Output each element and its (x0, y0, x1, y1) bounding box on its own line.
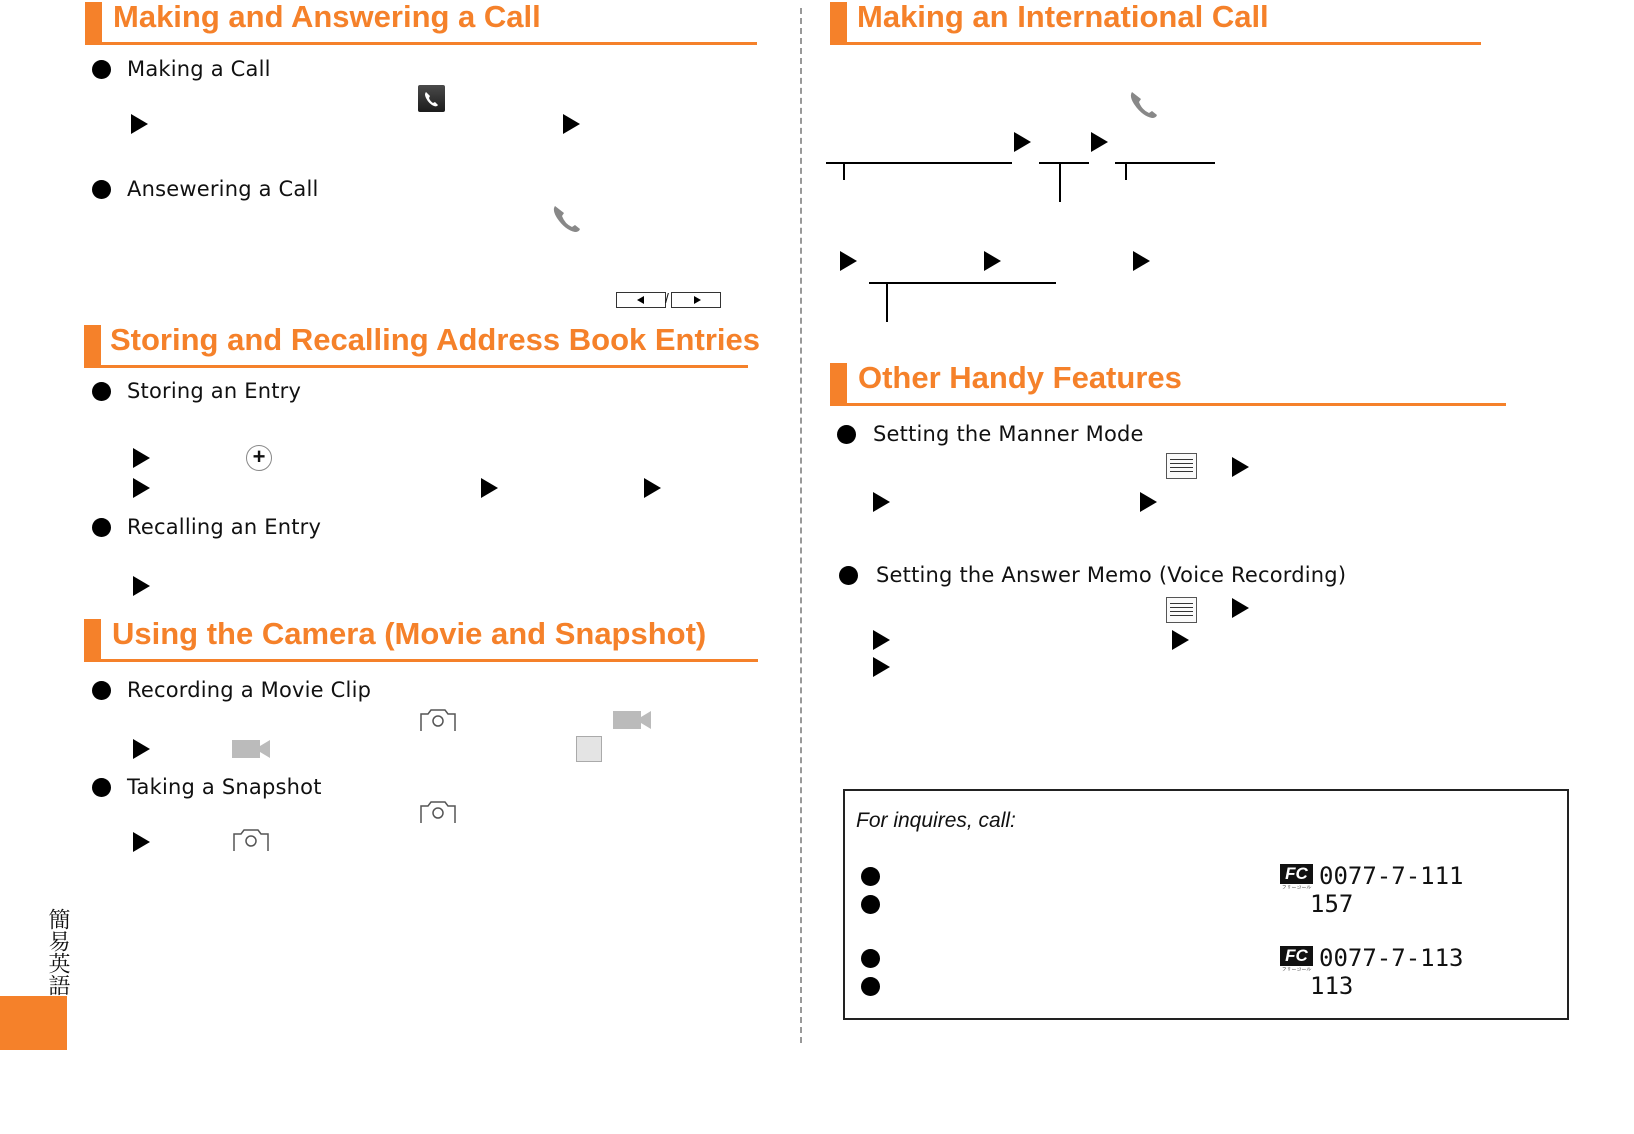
section-accent-bar (85, 2, 102, 42)
item-taking-snapshot: Taking a Snapshot (127, 775, 322, 799)
camera-icon (233, 829, 269, 852)
bracket-tick (1125, 162, 1127, 180)
step-arrow (644, 478, 661, 498)
bullet (92, 778, 111, 797)
section-address-book (84, 322, 760, 368)
stop-button-icon (576, 736, 602, 762)
step-arrow (840, 251, 857, 271)
item-recording-movie: Recording a Movie Clip (127, 678, 372, 702)
section-title: Making an International Call (857, 0, 1269, 34)
step-arrow (1172, 630, 1189, 650)
camera-icon (420, 709, 456, 732)
bullet (861, 867, 880, 886)
item-recalling-entry: Recalling an Entry (127, 515, 322, 539)
step-arrow (133, 576, 150, 596)
step-arrow (984, 251, 1001, 271)
left-arrow-button[interactable] (616, 292, 666, 308)
column-divider (800, 8, 802, 1043)
step-arrow (563, 114, 580, 134)
step-arrow (131, 114, 148, 134)
bullet (92, 60, 111, 79)
side-tab (0, 996, 67, 1050)
phone-number: 113 (1310, 972, 1354, 1000)
bracket-line (1115, 162, 1215, 164)
freecall-logo: FC フリーコール (1281, 946, 1312, 973)
step-arrow (1014, 132, 1031, 152)
section-handy-features (830, 361, 1506, 406)
inquiry-header: For inquires, call: (856, 809, 1016, 832)
section-title: Making and Answering a Call (113, 0, 541, 34)
bullet (861, 895, 880, 914)
bullet (837, 425, 856, 444)
inquiry-box (843, 789, 1569, 1020)
bullet (861, 949, 880, 968)
bullet (92, 180, 111, 199)
step-arrow (133, 448, 150, 468)
section-accent-bar (84, 325, 101, 365)
section-camera (84, 617, 758, 662)
step-arrow (873, 657, 890, 677)
bracket-tick (1059, 162, 1061, 202)
bracket-line (1039, 162, 1089, 164)
section-international-call (830, 0, 1481, 45)
video-camera-icon (231, 738, 271, 760)
step-arrow (481, 478, 498, 498)
section-accent-bar (830, 2, 847, 42)
step-arrow (1091, 132, 1108, 152)
plus-icon: + (246, 445, 272, 471)
step-arrow (873, 630, 890, 650)
section-accent-bar (830, 363, 847, 403)
item-answer-memo: Setting the Answer Memo (Voice Recording) (876, 563, 1347, 587)
step-arrow (1140, 492, 1157, 512)
section-title: Storing and Recalling Address Book Entries (110, 322, 760, 357)
step-arrow (133, 739, 150, 759)
step-arrow (1232, 457, 1249, 477)
section-making-answering-call (85, 0, 757, 45)
step-arrow (1133, 251, 1150, 271)
bullet (92, 681, 111, 700)
item-storing-entry: Storing an Entry (127, 379, 302, 403)
phone-app-icon (418, 85, 445, 112)
step-arrow (1232, 598, 1249, 618)
bracket-tick (886, 282, 888, 322)
phone-number: 0077-7-113 (1319, 944, 1464, 972)
menu-icon (1166, 453, 1197, 479)
step-arrow (133, 832, 150, 852)
bullet (92, 382, 111, 401)
step-arrow (873, 492, 890, 512)
phone-number: 157 (1310, 890, 1354, 918)
freecall-logo: FC フリーコール (1281, 864, 1312, 891)
item-answering-call: Ansewering a Call (127, 177, 319, 201)
section-title: Other Handy Features (858, 360, 1182, 395)
phone-number: 0077-7-111 (1319, 862, 1464, 890)
handset-icon (1127, 88, 1161, 122)
step-arrow (133, 478, 150, 498)
bullet (92, 518, 111, 537)
camera-icon (420, 801, 456, 824)
handset-icon (550, 202, 584, 236)
item-making-call: Making a Call (127, 57, 271, 81)
video-camera-icon (612, 709, 652, 731)
bullet (839, 566, 858, 585)
section-accent-bar (84, 619, 101, 659)
bracket-line (826, 162, 1012, 164)
menu-icon (1166, 597, 1197, 623)
bracket-line (869, 282, 1056, 284)
slash-separator: / (665, 290, 669, 306)
right-arrow-button[interactable] (671, 292, 721, 308)
section-title: Using the Camera (Movie and Snapshot) (112, 616, 707, 651)
bracket-tick (843, 162, 845, 180)
side-label: 簡易英語 (45, 908, 70, 996)
item-manner-mode: Setting the Manner Mode (873, 422, 1144, 446)
bullet (861, 977, 880, 996)
